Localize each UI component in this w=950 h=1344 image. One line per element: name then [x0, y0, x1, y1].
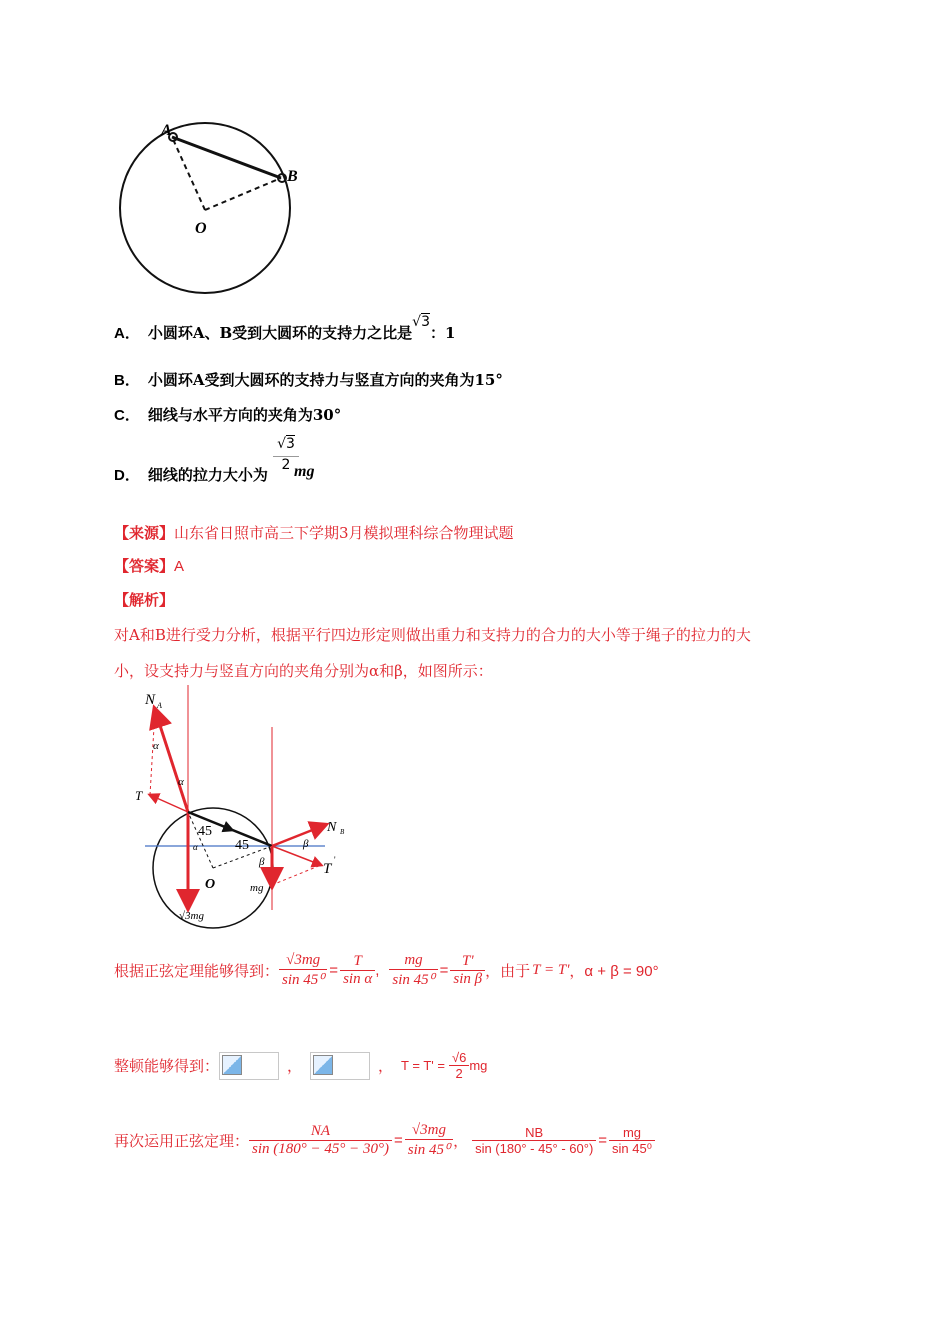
- label-o: O: [195, 220, 207, 237]
- arrow-nb: [272, 825, 325, 846]
- label-nb: N: [327, 820, 337, 835]
- label-a: A: [161, 122, 172, 139]
- option-a: A． 小圆环A、B受到大圆环的支持力之比是√3：1: [114, 314, 456, 342]
- label-na-sub: A: [157, 701, 162, 710]
- eq1-frac2: $\frac{T}{\text{sin α}}$: [340, 953, 375, 988]
- arrow-na: [155, 710, 188, 812]
- option-c: C． 细线与水平方向的夹角为30°: [114, 406, 342, 424]
- radius-ob: [205, 178, 281, 210]
- label-45-b: 45: [235, 838, 249, 853]
- eq3-frac4: $\frac{mg}{\text{sin 45⁰}}$: [609, 1125, 655, 1157]
- label-alpha-1: α: [153, 740, 159, 752]
- eq3-line: 再次运用正弦定理： $\frac{NA}{\sin (180^\circ - 45^\circ - 30^\circ)}$ = $\frac{√3mg}{\text{sin 45⁰}}$ ， $\frac{NB}{\sin (180^\circ - 45^\circ - 60^\circ)}$ = $\frac{mg}{\text{sin 45⁰}}$: [114, 1122, 655, 1159]
- arrow-t-ab: [210, 821, 232, 830]
- label-sqrt3mg: √3mg: [179, 910, 204, 922]
- label-o-2: O: [205, 877, 216, 892]
- option-d: D． 细线的拉力大小为: [114, 466, 268, 484]
- eq3-frac3: $\frac{NB}{\sin (180^\circ - 45^\circ - 60^\circ)}$: [472, 1125, 596, 1156]
- analysis-tag: 【解析】: [114, 591, 175, 609]
- label-nb-sub: B: [340, 828, 345, 836]
- label-alpha-3: α: [193, 842, 198, 852]
- label-45-a: 45: [198, 824, 212, 839]
- figure-force-diagram: [125, 685, 365, 930]
- missing-image-icon: [219, 1052, 279, 1080]
- eq2-frac: $\frac{√6}{2}$: [449, 1050, 469, 1081]
- eq1-line: 根据正弦定理能够得到： $\frac{√3mg}{\text{sin 45⁰}}$ = $\frac{T}{\text{sin α}}$ , $\frac{mg}{\text{sin 45⁰}}$ = $\frac{T'}{\text{sin β}}$ ，由于 T = T' ，α + β = 90°: [114, 952, 659, 988]
- eq3-frac2: $\frac{√3mg}{\text{sin 45⁰}}$: [405, 1122, 453, 1159]
- option-d-mg: mg: [294, 463, 315, 480]
- analysis-line1: 对A和B进行受力分析，根据平行四边形定则做出重力和支持力的合力的大小等于绳子的拉力的大: [114, 626, 751, 644]
- label-b: B: [287, 168, 298, 185]
- answer-line: 【答案】A: [114, 557, 185, 575]
- label-t-a: T: [135, 788, 143, 803]
- arrow-t-b: [272, 846, 321, 865]
- sqrt-3: √3: [412, 314, 431, 330]
- string-ab: [172, 137, 281, 178]
- dashed-parallelogram-b: [272, 865, 321, 885]
- label-t-b: T: [323, 861, 332, 877]
- label-beta-1: β: [303, 838, 309, 850]
- label-alpha-2: α: [178, 776, 184, 788]
- label-beta-2: β: [259, 856, 265, 868]
- option-d-fraction: √3 2: [273, 436, 299, 473]
- source-line: 【来源】山东省日照市高三下学期3月模拟理科综合物理试题: [114, 524, 514, 542]
- eq2-line: 整顿能够得到： ， ， T = T' = $\frac{√6}{2}$ mg: [114, 1050, 488, 1081]
- eq3-frac1: $\frac{NA}{\sin (180^\circ - 45^\circ - 30^\circ)}$: [249, 1123, 392, 1158]
- eq1-frac4: $\frac{T'}{\text{sin β}}$: [450, 953, 485, 988]
- analysis-line2: 小，设支持力与竖直方向的夹角分别为α和β，如图所示：: [114, 662, 493, 680]
- label-na: N: [145, 692, 156, 708]
- missing-image-icon: [310, 1052, 370, 1080]
- option-b: B． 小圆环A受到大圆环的支持力与竖直方向的夹角为15°: [114, 371, 503, 389]
- eq1-frac1: $\frac{√3mg}{\text{sin 45⁰}}$: [279, 952, 327, 989]
- label-t-b-prime: ': [334, 855, 336, 865]
- eq1-frac3: $\frac{mg}{\text{sin 45⁰}}$: [389, 952, 437, 989]
- figure-circle-ab: [110, 118, 310, 298]
- label-mg: mg: [250, 882, 264, 894]
- dashed-parallelogram-a: [150, 710, 155, 795]
